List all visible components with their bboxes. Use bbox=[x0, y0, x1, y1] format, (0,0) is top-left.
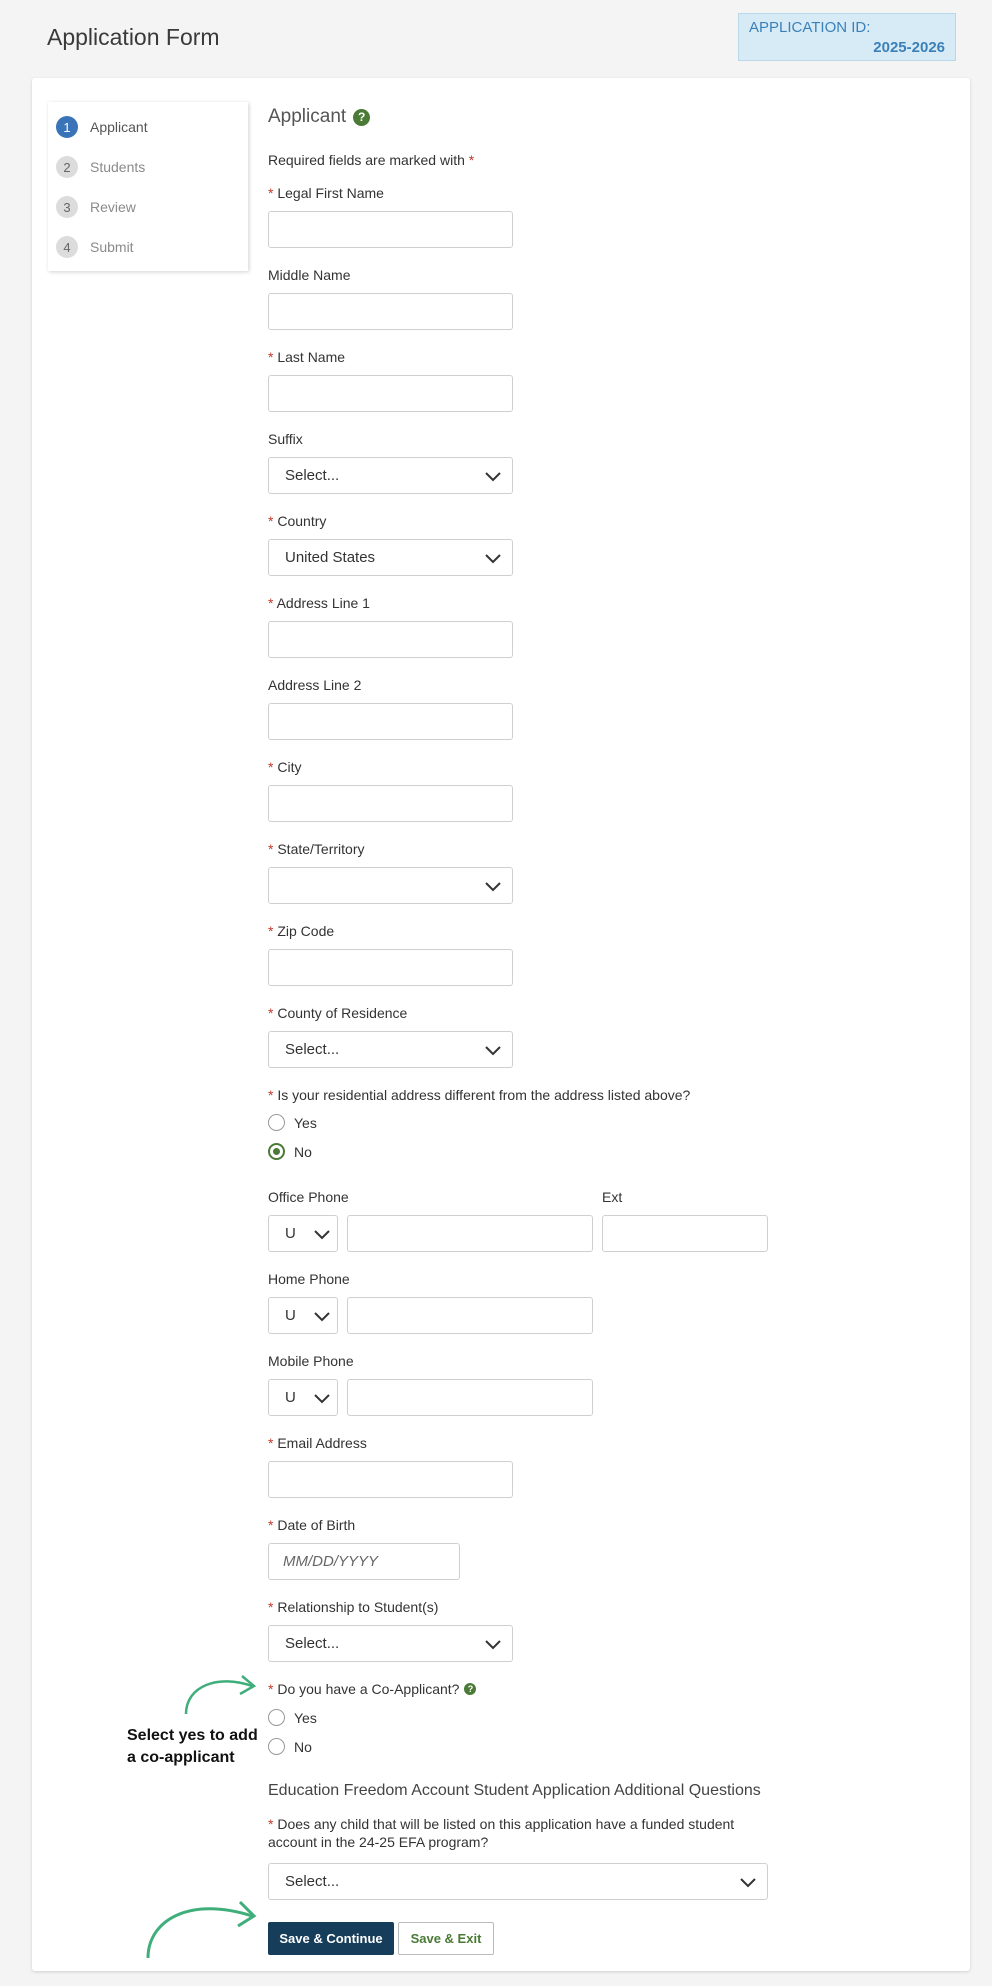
country-code-value: U bbox=[285, 1389, 296, 1406]
radio-yes-label: Yes bbox=[294, 1709, 317, 1726]
address2-input[interactable] bbox=[268, 703, 513, 740]
office-phone-label: Office Phone bbox=[268, 1189, 349, 1205]
annotation-arrow-bottom bbox=[140, 1890, 260, 1960]
country-label-text: Country bbox=[277, 513, 327, 529]
county-label-text: County of Residence bbox=[277, 1005, 408, 1021]
step-applicant[interactable] bbox=[56, 113, 148, 141]
zip-label bbox=[268, 923, 334, 939]
efa-select-value: Select... bbox=[285, 1873, 340, 1890]
step-label: Applicant bbox=[90, 119, 148, 135]
required-star: * bbox=[268, 513, 274, 529]
city-label-text: City bbox=[277, 759, 302, 775]
chevron-down-icon bbox=[484, 1635, 502, 1653]
radio-no[interactable] bbox=[268, 1738, 285, 1755]
suffix-select[interactable] bbox=[268, 457, 513, 494]
required-star: * bbox=[268, 923, 274, 939]
email-label-text: Email Address bbox=[277, 1435, 367, 1451]
chevron-down-icon bbox=[484, 1041, 502, 1059]
middle-name-input[interactable] bbox=[268, 293, 513, 330]
zip-input[interactable] bbox=[268, 949, 513, 986]
form-card bbox=[32, 78, 970, 1971]
chevron-down-icon bbox=[739, 1873, 757, 1891]
county-select[interactable] bbox=[268, 1031, 513, 1068]
country-select-value: United States bbox=[285, 549, 376, 566]
required-star: * bbox=[268, 595, 274, 611]
first-name-label-text: Legal First Name bbox=[277, 185, 384, 201]
required-star: * bbox=[268, 1517, 274, 1533]
radio-yes-label: Yes bbox=[294, 1114, 317, 1131]
step-review[interactable] bbox=[56, 193, 136, 221]
residential-yes-option[interactable] bbox=[268, 1114, 317, 1131]
country-code-value: U bbox=[285, 1307, 296, 1324]
last-name-label-text: Last Name bbox=[277, 349, 346, 365]
radio-yes[interactable] bbox=[268, 1709, 285, 1726]
chevron-down-icon bbox=[313, 1389, 331, 1407]
radio-no-label: No bbox=[294, 1143, 312, 1160]
radio-no-label: No bbox=[294, 1738, 312, 1755]
suffix-select-value: Select... bbox=[285, 467, 340, 484]
first-name-input[interactable] bbox=[268, 211, 513, 248]
address1-label-text: Address Line 1 bbox=[276, 595, 370, 611]
application-id-value: 2025-2026 bbox=[873, 39, 945, 56]
relationship-select[interactable] bbox=[268, 1625, 513, 1662]
section-title-text: Applicant bbox=[268, 106, 347, 127]
email-input[interactable] bbox=[268, 1461, 513, 1498]
help-icon[interactable]: ? bbox=[464, 1683, 476, 1695]
efa-section-title: Education Freedom Account Student Application Additional Questions bbox=[268, 1782, 761, 1799]
required-star: * bbox=[268, 1005, 274, 1021]
state-label-text: State/Territory bbox=[277, 841, 365, 857]
city-input[interactable] bbox=[268, 785, 513, 822]
required-star: * bbox=[268, 759, 274, 775]
page-title: Application Form bbox=[47, 24, 220, 50]
help-icon[interactable]: ? bbox=[353, 109, 370, 126]
step-label: Review bbox=[90, 199, 136, 215]
city-label bbox=[268, 759, 301, 775]
save-continue-button[interactable]: Save & Continue bbox=[268, 1922, 394, 1955]
application-id-badge bbox=[738, 13, 956, 61]
address2-label: Address Line 2 bbox=[268, 677, 362, 693]
step-navigation bbox=[48, 102, 248, 271]
annotation-line1: Select yes to add bbox=[127, 1727, 258, 1744]
chevron-down-icon bbox=[313, 1225, 331, 1243]
application-id-label: APPLICATION ID: bbox=[749, 19, 871, 36]
required-star: * bbox=[468, 152, 475, 168]
required-note bbox=[268, 152, 474, 168]
dob-placeholder: MM/DD/YYYY bbox=[283, 1553, 379, 1570]
efa-question-text: Does any child that will be listed on this application have a funded student account in the 24-25 EFA program? bbox=[268, 1816, 735, 1850]
relationship-label bbox=[268, 1599, 438, 1615]
state-select[interactable] bbox=[268, 867, 513, 904]
step-number: 2 bbox=[56, 156, 78, 178]
residential-no-option[interactable] bbox=[268, 1143, 312, 1160]
required-star: * bbox=[268, 1816, 274, 1832]
first-name-label bbox=[268, 185, 384, 201]
required-star: * bbox=[268, 1681, 274, 1697]
zip-label-text: Zip Code bbox=[277, 923, 335, 939]
address1-input[interactable] bbox=[268, 621, 513, 658]
step-number: 1 bbox=[56, 116, 78, 138]
save-exit-button[interactable]: Save & Exit bbox=[398, 1922, 494, 1955]
residential-question bbox=[268, 1087, 690, 1103]
step-label: Students bbox=[90, 159, 146, 175]
required-note-text: Required fields are marked with bbox=[268, 152, 465, 168]
office-phone-input[interactable] bbox=[347, 1215, 593, 1252]
required-star: * bbox=[268, 1087, 274, 1103]
dob-label bbox=[268, 1517, 355, 1533]
annotation-arrow-top bbox=[178, 1668, 262, 1718]
radio-yes[interactable] bbox=[268, 1114, 285, 1131]
required-star: * bbox=[268, 841, 274, 857]
step-number: 3 bbox=[56, 196, 78, 218]
required-star: * bbox=[268, 1599, 274, 1615]
step-label: Submit bbox=[90, 239, 134, 255]
middle-name-label: Middle Name bbox=[268, 267, 351, 283]
home-phone-country-select[interactable] bbox=[268, 1297, 338, 1334]
county-label bbox=[268, 1005, 407, 1021]
annotation-line2: a co-applicant bbox=[127, 1749, 235, 1766]
last-name-input[interactable] bbox=[268, 375, 513, 412]
dob-label-text: Date of Birth bbox=[277, 1517, 356, 1533]
office-phone-country-select[interactable] bbox=[268, 1215, 338, 1252]
step-students[interactable] bbox=[56, 153, 145, 181]
required-star: * bbox=[268, 185, 274, 201]
co-applicant-no-option[interactable] bbox=[268, 1738, 312, 1755]
mobile-phone-country-select[interactable] bbox=[268, 1379, 338, 1416]
country-select[interactable] bbox=[268, 539, 513, 576]
ext-label: Ext bbox=[602, 1189, 623, 1205]
address1-label bbox=[268, 595, 370, 611]
co-applicant-question-text: Do you have a Co-Applicant? bbox=[277, 1681, 460, 1697]
required-star: * bbox=[268, 1435, 274, 1451]
required-star: * bbox=[268, 349, 274, 365]
email-label bbox=[268, 1435, 367, 1451]
co-applicant-yes-option[interactable] bbox=[268, 1709, 317, 1726]
step-number: 4 bbox=[56, 236, 78, 258]
co-applicant-question bbox=[268, 1681, 476, 1697]
chevron-down-icon bbox=[484, 877, 502, 895]
country-code-value: U bbox=[285, 1225, 296, 1242]
section-title bbox=[268, 106, 370, 128]
efa-select[interactable] bbox=[268, 1863, 768, 1900]
suffix-label: Suffix bbox=[268, 431, 303, 447]
step-submit[interactable] bbox=[56, 233, 134, 261]
last-name-label bbox=[268, 349, 345, 365]
home-phone-input[interactable] bbox=[347, 1297, 593, 1334]
chevron-down-icon bbox=[313, 1307, 331, 1325]
mobile-phone-input[interactable] bbox=[347, 1379, 593, 1416]
chevron-down-icon bbox=[484, 467, 502, 485]
chevron-down-icon bbox=[484, 549, 502, 567]
dob-input[interactable] bbox=[268, 1543, 460, 1580]
county-select-value: Select... bbox=[285, 1041, 340, 1058]
annotation-text bbox=[127, 1725, 258, 1769]
residential-question-text: Is your residential address different from the address listed above? bbox=[277, 1087, 691, 1103]
state-label bbox=[268, 841, 364, 857]
efa-question bbox=[268, 1815, 768, 1851]
radio-no[interactable] bbox=[268, 1143, 285, 1160]
ext-input[interactable] bbox=[602, 1215, 768, 1252]
relationship-select-value: Select... bbox=[285, 1635, 340, 1652]
relationship-label-text: Relationship to Student(s) bbox=[277, 1599, 439, 1615]
home-phone-label: Home Phone bbox=[268, 1271, 350, 1287]
country-label bbox=[268, 513, 326, 529]
mobile-phone-label: Mobile Phone bbox=[268, 1353, 354, 1369]
